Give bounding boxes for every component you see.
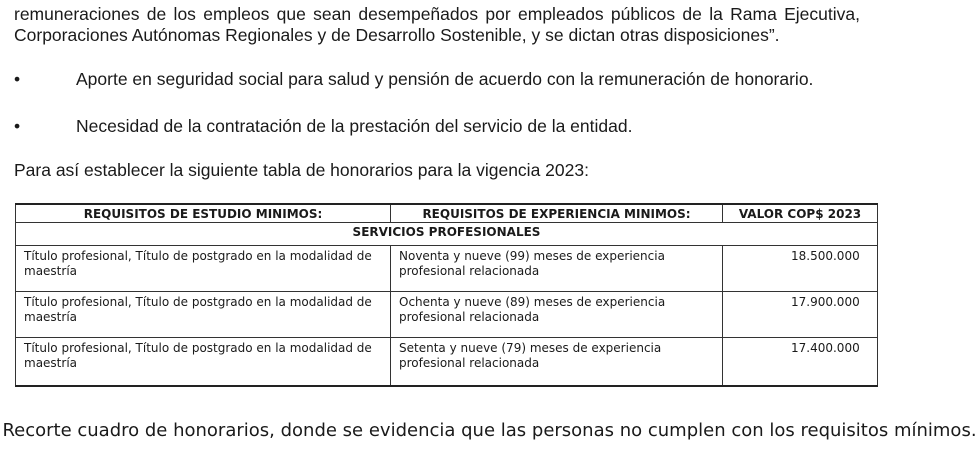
- cell-experience: Setenta y nueve (79) meses de experiencia profesional relacionada: [391, 338, 723, 387]
- header-study-requirements: REQUISITOS DE ESTUDIO MINIMOS:: [16, 204, 391, 223]
- table-row: [16, 246, 878, 292]
- cell-value: 17.400.000: [723, 338, 878, 387]
- header-experience-requirements: REQUISITOS DE EXPERIENCIA MINIMOS:: [391, 204, 723, 223]
- cell-study: Título profesional, Título de postgrado en la modalidad de maestría: [16, 338, 391, 387]
- cell-experience: Ochenta y nueve (89) meses de experiencia profesional relacionada: [391, 292, 723, 338]
- honorarios-table: [15, 203, 878, 387]
- section-title: SERVICIOS PROFESIONALES: [16, 223, 878, 246]
- section-row: [16, 223, 878, 246]
- table-row: [16, 292, 878, 338]
- cell-value: 17.900.000: [723, 292, 878, 338]
- bullet-necesidad-contratacion: Necesidad de la contratación de la prestación del servicio de la entidad.: [76, 116, 633, 136]
- cell-value: 18.500.000: [723, 246, 878, 292]
- figure-caption: Recorte cuadro de honorarios, donde se evidencia que las personas no cumplen con los requisitos mínimos.: [2, 420, 977, 441]
- bullet-marker: •: [14, 116, 21, 136]
- table-header-row: [16, 204, 878, 223]
- cell-study: Título profesional, Título de postgrado en la modalidad de maestría: [16, 246, 391, 292]
- header-value: VALOR COP$ 2023: [723, 204, 878, 223]
- bullet-aporte-seguridad-social: Aporte en seguridad social para salud y pensión de acuerdo con la remuneración de honorario.: [76, 69, 814, 89]
- paragraph-remuneraciones: remuneraciones de los empleos que sean desempeñados por empleados públicos de la Rama Ejecutiva, Corporaciones Autónomas Regionales y de Desarrollo Sostenible, y se dictan otras disposiciones”.: [14, 4, 860, 45]
- table-row: [16, 338, 878, 387]
- cell-experience: Noventa y nueve (99) meses de experiencia profesional relacionada: [391, 246, 723, 292]
- cell-study: Título profesional, Título de postgrado en la modalidad de maestría: [16, 292, 391, 338]
- intro-text: Para así establecer la siguiente tabla de honorarios para la vigencia 2023:: [14, 160, 589, 180]
- bullet-marker: •: [14, 69, 21, 89]
